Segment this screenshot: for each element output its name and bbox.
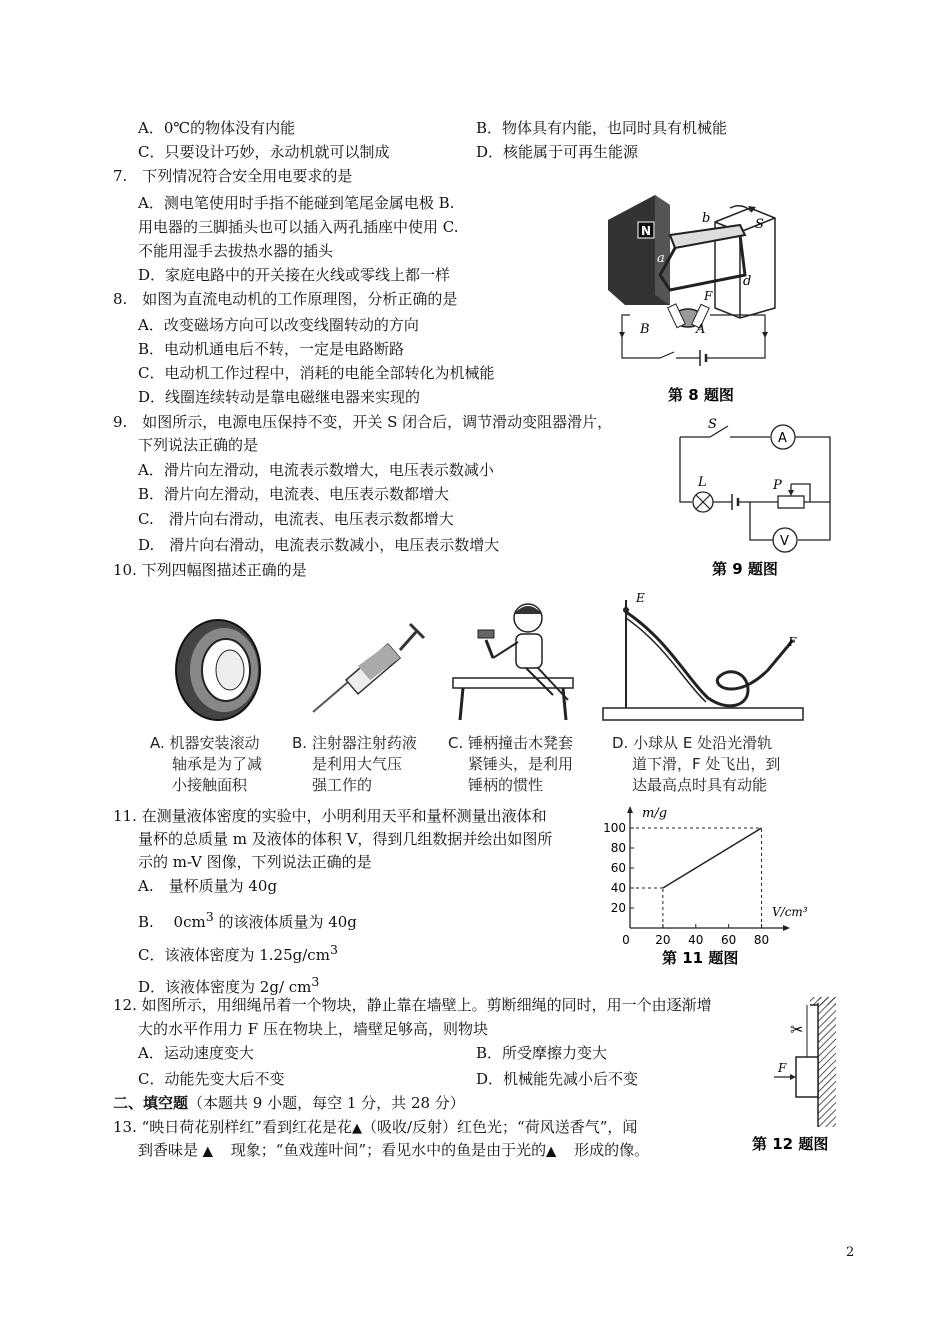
chart-x-label: V/cm³ bbox=[772, 905, 808, 919]
brush-a-label: A bbox=[696, 322, 706, 337]
x-tick-label: 80 bbox=[753, 933, 770, 947]
q10-figures bbox=[148, 591, 828, 730]
section-2-description: （本题共 9 小题，每空 1 分，共 28 分） bbox=[188, 1094, 465, 1112]
q10-caption-a-line: A. 机器安装滚动 bbox=[150, 734, 260, 752]
q11-option-c-text: C．该液体密度为 1.25g/cm bbox=[138, 946, 330, 964]
q10-caption-c bbox=[448, 733, 573, 796]
brush-b-label: B bbox=[640, 322, 650, 337]
q10-caption-a bbox=[150, 733, 262, 796]
q12-option-b: B．所受摩擦力变大 bbox=[476, 1044, 608, 1062]
q8-option-b: B．电动机通电后不转，一定是电路断路 bbox=[138, 340, 405, 358]
q8-stem: 8. 如图为直流电动机的工作原理图，分析正确的是 bbox=[113, 290, 458, 308]
series-line bbox=[663, 828, 762, 888]
q10-caption-b bbox=[292, 733, 417, 796]
q10-caption-c-line: 紧锤头，是利用 bbox=[468, 755, 574, 773]
y-tick-label: 40 bbox=[610, 881, 626, 895]
syringe-figure bbox=[313, 624, 424, 712]
wall bbox=[818, 997, 836, 1127]
q11-option-c bbox=[138, 940, 338, 965]
q10-caption-b-line: 强工作的 bbox=[312, 776, 373, 794]
q11-option-b-text: B. 0cm bbox=[138, 913, 206, 931]
chart-series bbox=[663, 828, 762, 888]
chart-axes bbox=[627, 806, 790, 931]
figure-11-caption: 第 11 题图 bbox=[662, 949, 739, 967]
q9-option-d: D. 滑片向右滑动，电流表示数减小，电压表示数增大 bbox=[138, 536, 500, 554]
s-label: S bbox=[755, 217, 764, 232]
q6-option-c: C．只要设计巧妙，永动机就可以制成 bbox=[138, 143, 390, 161]
q10-caption-b-line: B. 注射器注射药液 bbox=[292, 734, 417, 752]
ammeter-label: A bbox=[778, 431, 787, 446]
figure-8-caption: 第 8 题图 bbox=[668, 386, 734, 404]
page-number: 2 bbox=[846, 1245, 855, 1260]
q9-option-c: C. 滑片向右滑动，电流表、电压表示数都增大 bbox=[138, 510, 454, 528]
q10-caption-c-line: 锤柄的惯性 bbox=[468, 776, 544, 794]
x-tick-label: 40 bbox=[688, 933, 704, 947]
q10-caption-d-line: 道下滑，F 处飞出，到 bbox=[632, 755, 781, 773]
q7-line-3: 不能用湿手去拔热水器的插头 bbox=[138, 242, 334, 260]
q13-line-2 bbox=[138, 1140, 649, 1162]
q13-text: 现象；“鱼戏莲叶间”；看见水中的鱼是由于光的 bbox=[230, 1141, 547, 1159]
motor-diagram bbox=[600, 180, 780, 410]
bearing-figure bbox=[176, 620, 260, 720]
q10-caption-b-line: 是利用大气压 bbox=[312, 755, 403, 773]
x-tick-label: 0 bbox=[622, 933, 630, 947]
q11-option-b-exponent: 3 bbox=[205, 909, 214, 924]
y-axis-arrow bbox=[627, 806, 633, 813]
e-label: E bbox=[636, 591, 645, 605]
q13-text: （吸收/反射）红色光；“荷风送香气”，闻 bbox=[361, 1118, 638, 1136]
l-label: L bbox=[698, 475, 707, 490]
q9-stem-2: 下列说法正确的是 bbox=[138, 436, 259, 454]
q13-line-1 bbox=[113, 1117, 637, 1139]
voltmeter-label: V bbox=[780, 534, 789, 549]
answer-blank: ▲ bbox=[546, 1144, 557, 1159]
q11-option-b bbox=[138, 907, 357, 932]
q8-option-c: C．电动机工作过程中，消耗的电能全部转化为机械能 bbox=[138, 364, 495, 382]
q6-option-d: D．核能属于可再生能源 bbox=[476, 143, 639, 161]
x-axis-arrow bbox=[783, 925, 790, 931]
q7-line-1: A．测电笔使用时手指不能碰到笔尾金属电极 B. bbox=[138, 194, 455, 212]
a-label: a bbox=[657, 251, 665, 266]
chart-guides bbox=[630, 828, 762, 928]
switch bbox=[660, 352, 674, 358]
x-tick-label: 60 bbox=[721, 933, 737, 947]
q11-option-c-exponent: 3 bbox=[329, 942, 338, 957]
q13-text: 到香味是 bbox=[138, 1141, 203, 1159]
q12-option-a: A．运动速度变大 bbox=[138, 1044, 254, 1062]
y-tick-label: 80 bbox=[610, 841, 626, 855]
q11-stem-1: 11. 在测量液体密度的实验中，小明利用天平和量杯测量出液体和 bbox=[113, 807, 547, 825]
section-2-title: 二、填空题 bbox=[113, 1094, 189, 1112]
q13-text: 13. “映日荷花别样红”看到红花是花 bbox=[113, 1118, 352, 1136]
y-tick-label: 60 bbox=[610, 861, 626, 875]
circuit-diagram bbox=[670, 412, 850, 582]
p-label: P bbox=[773, 478, 782, 493]
q11-option-a: A. 量杯质量为 40g bbox=[138, 877, 278, 895]
s-label: S bbox=[708, 417, 717, 432]
q11-option-d-exponent: 3 bbox=[311, 974, 320, 989]
q11-option-d-text: D．该液体密度为 2g/ cm bbox=[138, 978, 312, 996]
hammer-boy-figure bbox=[453, 604, 573, 720]
q11-stem-3: 示的 m-V 图像，下列说法正确的是 bbox=[138, 853, 372, 871]
q11-stem-2: 量杯的总质量 m 及液体的体积 V，得到几组数据并绘出如图所 bbox=[138, 830, 553, 848]
f-label: F bbox=[704, 289, 713, 303]
q9-stem-1: 9. 如图所示，电源电压保持不变，开关 S 闭合后，调节滑动变阻器滑片， bbox=[113, 413, 613, 431]
rheostat bbox=[778, 496, 804, 508]
q11-option-b-text-end: 的该液体质量为 40g bbox=[213, 913, 357, 931]
answer-blank: ▲ bbox=[202, 1144, 213, 1159]
q7-line-2: 用电器的三脚插头也可以插入两孔插座中使用 C. bbox=[138, 218, 459, 236]
m-v-chart bbox=[600, 800, 820, 980]
q13-text: 形成的像。 bbox=[574, 1141, 650, 1159]
q10-caption-a-line: 小接触面积 bbox=[172, 776, 248, 794]
q10-caption-d-line: 达最高点时具有动能 bbox=[632, 776, 768, 794]
q12-stem-2: 大的水平作用力 F 压在物块上，墙壁足够高，则物块 bbox=[138, 1020, 488, 1038]
q8-option-a: A．改变磁场方向可以改变线圈转动的方向 bbox=[138, 316, 419, 334]
q10-caption-d bbox=[612, 733, 780, 796]
q12-stem-1: 12. 如图所示，用细绳吊着一个物块，静止靠在墙壁上。剪断细绳的同时，用一个由逐渐增 bbox=[113, 996, 712, 1014]
wall-block-diagram bbox=[752, 995, 842, 1155]
q11-option-d bbox=[138, 972, 319, 997]
f-label: F bbox=[788, 635, 797, 649]
q10-caption-d-line: D. 小球从 E 处沿光滑轨 bbox=[612, 734, 773, 752]
q7-line-4: D．家庭电路中的开关接在火线或零线上都一样 bbox=[138, 266, 451, 284]
q10-caption-c-line: C. 锤柄撞击木凳套 bbox=[448, 734, 574, 752]
q10-stem: 10. 下列四幅图描述正确的是 bbox=[113, 561, 307, 579]
section-2-heading bbox=[113, 1093, 465, 1113]
y-tick-label: 20 bbox=[610, 901, 626, 915]
scissors-icon: ✂ bbox=[790, 1020, 804, 1039]
q12-option-d: D．机械能先减小后不变 bbox=[476, 1070, 639, 1088]
q7-stem: 7. 下列情况符合安全用电要求的是 bbox=[113, 167, 353, 185]
x-tick-label: 20 bbox=[655, 933, 671, 947]
force-f-label: F bbox=[778, 1061, 787, 1075]
chart-y-label: m/g bbox=[642, 806, 668, 821]
y-tick-label: 100 bbox=[603, 821, 626, 835]
q10-caption-a-line: 轴承是为了减 bbox=[172, 755, 263, 773]
track-figure bbox=[603, 591, 803, 720]
figure-12-caption: 第 12 题图 bbox=[752, 1135, 829, 1153]
q6-option-a: A．0℃的物体没有内能 bbox=[138, 119, 296, 137]
q9-option-a: A．滑片向左滑动，电流表示数增大，电压表示数减小 bbox=[138, 461, 494, 479]
q12-option-c: C．动能先变大后不变 bbox=[138, 1070, 285, 1088]
answer-blank: ▲ bbox=[351, 1121, 362, 1136]
q8-option-d: D．线圈连续转动是靠电磁继电器来实现的 bbox=[138, 388, 421, 406]
d-label: d bbox=[743, 274, 752, 289]
b-label: b bbox=[702, 211, 711, 226]
block bbox=[796, 1057, 818, 1097]
n-label: N bbox=[641, 224, 652, 238]
q9-option-b: B．滑片向左滑动，电流表、电压表示数都增大 bbox=[138, 485, 450, 503]
q6-option-b: B．物体具有内能，也同时具有机械能 bbox=[476, 119, 728, 137]
figure-9-caption: 第 9 题图 bbox=[712, 560, 778, 578]
